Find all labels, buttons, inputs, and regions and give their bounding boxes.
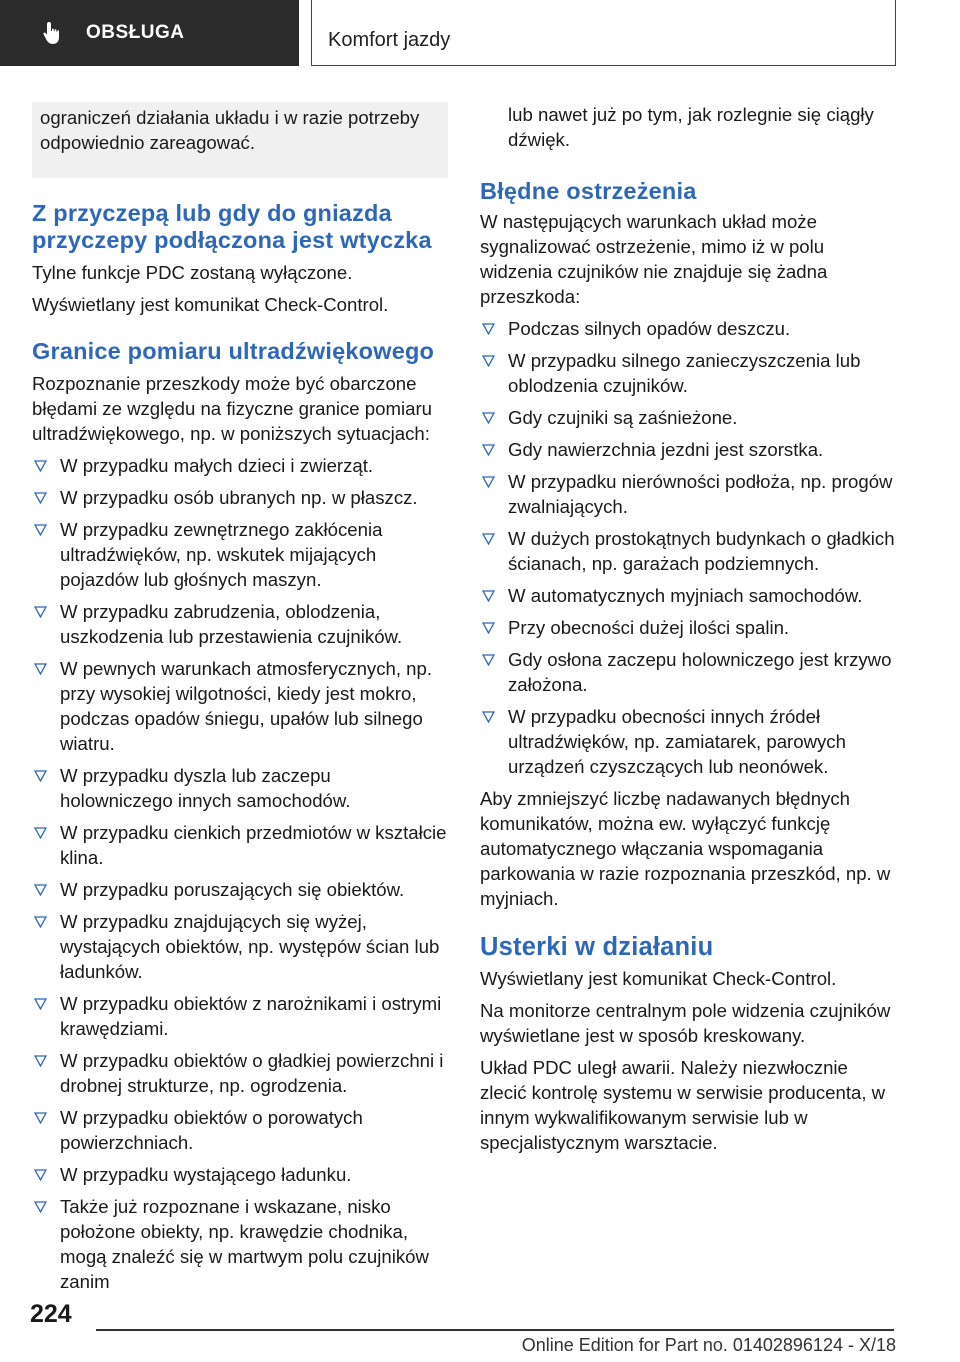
section-tab-label: OBSŁUGA	[86, 22, 185, 43]
edition-footer: Online Edition for Part no. 01402896124 - X/18	[521, 1335, 896, 1355]
list-item: W przypadku cienkich przedmiotów w kształcie klina.	[32, 820, 448, 870]
header-title-box	[311, 0, 896, 66]
triangle-bullet-icon	[482, 323, 495, 335]
list-item: W przypadku obiektów o porowatych powierzchniach.	[32, 1105, 448, 1155]
page-title: Komfort jazdy	[328, 29, 451, 51]
list-item: W przypadku znajdujących się wyżej, wystających obiektów, np. występów ścian lub ładunków.	[32, 909, 448, 984]
triangle-bullet-icon	[34, 827, 47, 839]
list-item: W dużych prostokątnych budynkach o gładkich ścianach, np. garażach podziemnych.	[480, 526, 896, 576]
triangle-bullet-icon	[34, 1201, 47, 1213]
triangle-bullet-icon	[34, 524, 47, 536]
faults-paragraph-3: Układ PDC uległ awarii. Należy niezwłocznie zlecić kontrolę systemu w serwisie producenta, w innym wykwalifikowanym serwisie lub w specjalistycznym warsztacie.	[480, 1057, 886, 1153]
heading-limits: Granice pomiaru ultradźwiękowego	[32, 338, 435, 364]
left-column	[32, 102, 448, 1301]
note-text: ograniczeń działania układu i w razie potrzeby odpowiednio zareagować.	[40, 107, 420, 153]
triangle-bullet-icon	[34, 1169, 47, 1181]
right-column	[480, 102, 896, 1162]
list-item: Podczas silnych opadów deszczu.	[480, 316, 896, 341]
list-item: Gdy czujniki są zaśnieżone.	[480, 405, 896, 430]
triangle-bullet-icon	[482, 533, 495, 545]
list-item: W przypadku wystającego ładunku.	[32, 1162, 448, 1187]
list-item: W przypadku obiektów z narożnikami i ostrymi krawędziami.	[32, 991, 448, 1041]
pointing-hand-icon	[40, 20, 66, 46]
triangle-bullet-icon	[482, 444, 495, 456]
heading-trailer: Z przyczepą lub gdy do gniazda przyczepy podłączona jest wtyczka	[32, 200, 432, 253]
triangle-bullet-icon	[482, 654, 495, 666]
list-item: W przypadku poruszających się obiektów.	[32, 877, 448, 902]
section-tab[interactable]	[0, 0, 299, 66]
list-item: W pewnych warunkach atmosferycznych, np. przy wysokiej wilgotności, kiedy jest mokro, podczas opadów śniegu, upałów lub silnego wiatru.	[32, 656, 448, 756]
list-item: Także już rozpoznane i wskazane, nisko położone obiekty, np. krawędzie chodnika, mogą znaleźć się w martwym polu czujników zanim	[32, 1194, 448, 1294]
list-item: W automatycznych myjniach samochodów.	[480, 583, 896, 608]
list-item: Przy obecności dużej ilości spalin.	[480, 615, 896, 640]
triangle-bullet-icon	[482, 711, 495, 723]
false-warnings-outro: Aby zmniejszyć liczbę nadawanych błędnych komunikatów, można ew. wyłączyć funkcję automatycznego włączania wspomagania parkowania w razie rozpoznania przeszkód, np. w myjniach.	[480, 788, 891, 909]
faults-paragraph-1: Wyświetlany jest komunikat Check-Control.	[480, 968, 837, 989]
triangle-bullet-icon	[482, 622, 495, 634]
list-item: W przypadku zabrudzenia, oblodzenia, uszkodzenia lub przestawienia czujników.	[32, 599, 448, 649]
footer-divider	[96, 1329, 894, 1331]
heading-faults: Usterki w działaniu	[480, 933, 714, 961]
list-item: W przypadku osób ubranych np. w płaszcz.	[32, 485, 448, 510]
list-item: W przypadku małych dzieci i zwierząt.	[32, 453, 448, 478]
trailer-paragraph-1: Tylne funkcje PDC zostaną wyłączone.	[32, 262, 353, 283]
list-item: Gdy nawierzchnia jezdni jest szorstka.	[480, 437, 896, 462]
list-item: W przypadku obiektów o gładkiej powierzchni i drobnej strukturze, np. ogrodzenia.	[32, 1048, 448, 1098]
false-warnings-intro: W następujących warunkach układ może sygnalizować ostrzeżenie, mimo iż w polu widzenia czujników nie znajduje się żadna przeszkoda:	[480, 211, 828, 307]
triangle-bullet-icon	[34, 1055, 47, 1067]
list-item: Gdy osłona zaczepu holowniczego jest krzywo założona.	[480, 647, 896, 697]
triangle-bullet-icon	[34, 770, 47, 782]
list-item: W przypadku silnego zanieczyszczenia lub oblodzenia czujników.	[480, 348, 896, 398]
note-box	[32, 102, 448, 178]
list-item: W przypadku nierówności podłoża, np. progów zwalniających.	[480, 469, 896, 519]
list-item: W przypadku obecności innych źródeł ultradźwięków, np. zamiatarek, parowych urządzeń czyszczących lub neonówek.	[480, 704, 896, 779]
triangle-bullet-icon	[34, 460, 47, 472]
false-warnings-list	[480, 316, 896, 779]
triangle-bullet-icon	[34, 663, 47, 675]
triangle-bullet-icon	[34, 492, 47, 504]
list-item: W przypadku zewnętrznego zakłócenia ultradźwięków, np. wskutek mijających pojazdów lub głośnych maszyn.	[32, 517, 448, 592]
triangle-bullet-icon	[482, 590, 495, 602]
list-item: W przypadku dyszla lub zaczepu holowniczego innych samochodów.	[32, 763, 448, 813]
triangle-bullet-icon	[34, 606, 47, 618]
triangle-bullet-icon	[482, 355, 495, 367]
limits-list	[32, 453, 448, 1294]
continuation-text: lub nawet już po tym, jak rozlegnie się ciągły dźwięk.	[508, 104, 874, 150]
heading-false-warnings: Błędne ostrzeżenia	[480, 178, 697, 204]
page-number: 224	[30, 1300, 72, 1328]
limits-intro: Rozpoznanie przeszkody może być obarczone błędami ze względu na fizyczne granice pomiaru ultradźwiękowego, np. w poniższych sytuacjach:	[32, 373, 432, 444]
triangle-bullet-icon	[482, 476, 495, 488]
trailer-paragraph-2: Wyświetlany jest komunikat Check-Control.	[32, 294, 389, 315]
faults-paragraph-2: Na monitorze centralnym pole widzenia czujników wyświetlane jest w sposób kreskowany.	[480, 1000, 891, 1046]
triangle-bullet-icon	[482, 412, 495, 424]
triangle-bullet-icon	[34, 1112, 47, 1124]
triangle-bullet-icon	[34, 884, 47, 896]
triangle-bullet-icon	[34, 916, 47, 928]
triangle-bullet-icon	[34, 998, 47, 1010]
